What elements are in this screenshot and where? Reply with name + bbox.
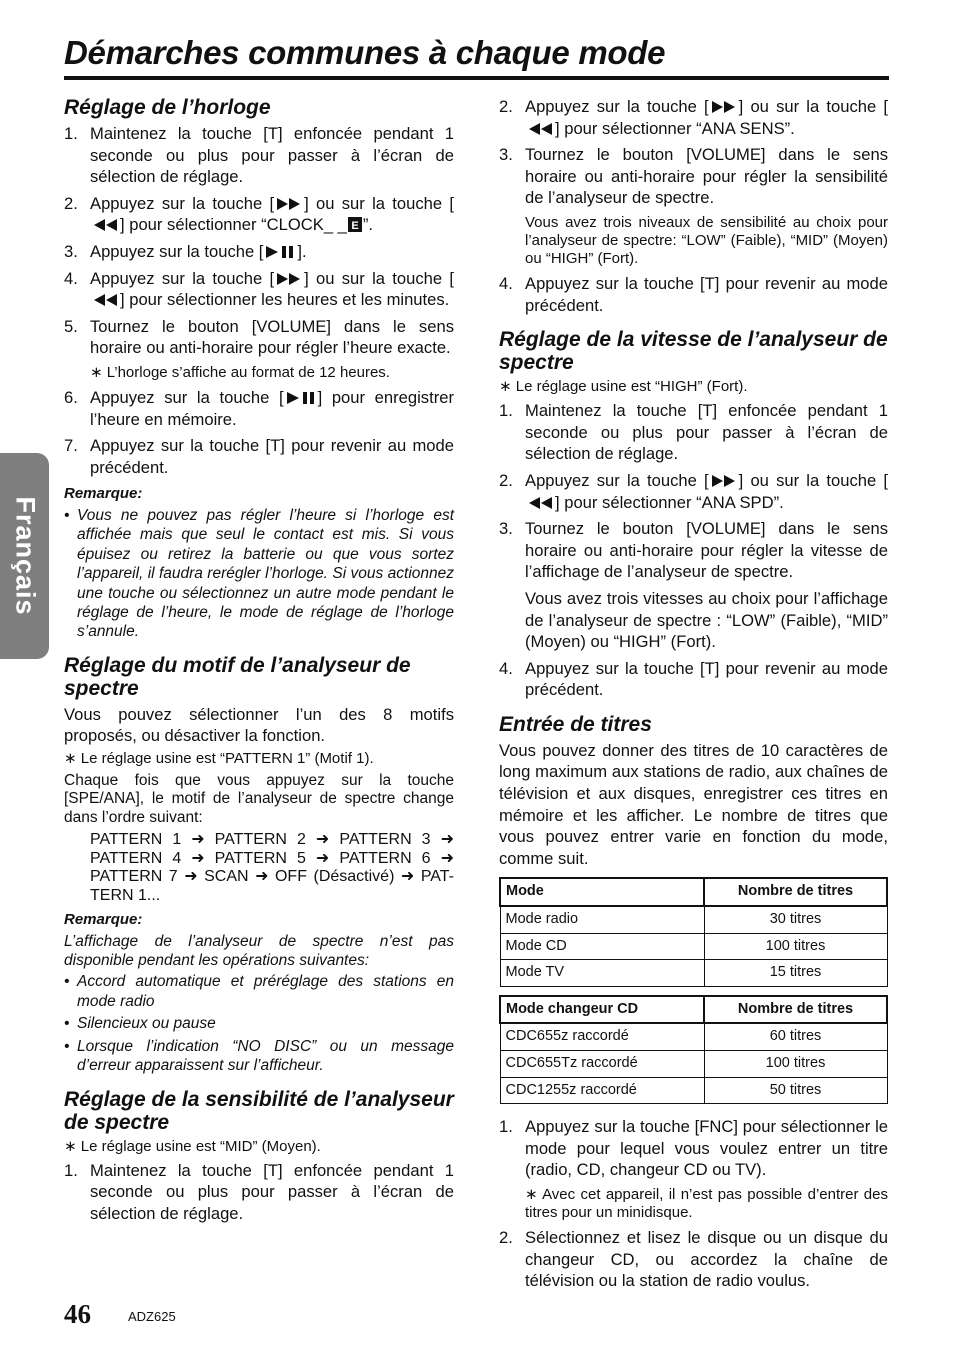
svg-text:E: E (351, 220, 359, 233)
language-tab-label: Français (10, 496, 40, 616)
list-item: 2. Appuyez sur la touche [ ] ou sur la touche [] pour sélectionner “ANA SENS”. (499, 97, 888, 138)
rewind-icon (526, 496, 554, 510)
list-item: 3. Tournez le bouton [VOLUME] dans le sens horaire ou anti-horaire pour régler la vitesse de l’affichage de l’analyseur de spectre. Vous avez trois vitesses au choix pour l’affichage de l’analyseur de spectre : “LOW” (Faible), “MID” (Moyen) ou “HIGH” (Fort). (499, 519, 888, 652)
motif-remark-list (64, 972, 454, 1075)
table-row: CDC1255z raccordé 50 titres (500, 1077, 887, 1104)
pattern-sequence: PATTERN 1 ➜ PATTERN 2 ➜ PATTERN 3 ➜ PATTERN 4 ➜ PATTERN 5 ➜ PATTERN 6 ➜ PATTERN 7 ➜ SCAN ➜ OFF (Désactivé) ➜ PAT-TERN 1... (90, 831, 454, 904)
table-header: Mode (500, 878, 704, 906)
fast-forward-icon (710, 474, 738, 488)
table-row: CDC655z raccordé 60 titres (500, 1023, 887, 1050)
note: ∗ Avec cet appareil, il n’est pas possible d’entrer des titres pour un minidisque. (525, 1185, 888, 1221)
fast-forward-icon (275, 197, 303, 211)
vitesse-steps (499, 400, 888, 701)
list-item: 1. Maintenez la touche [T] enfoncée pendant 1 seconde ou plus pour passer à l’écran de sélection de réglage. (499, 401, 888, 464)
list-item: • Silencieux ou pause (64, 1014, 454, 1033)
page-title: Démarches communes à chaque mode (64, 34, 666, 71)
list-item: 2. Appuyez sur la touche [ ] ou sur la touche [] pour sélectionner “ANA SPD”. (499, 470, 888, 512)
note: ∗ L’horloge s’affiche au format de 12 heures. (90, 363, 390, 381)
horloge-remark (64, 506, 454, 642)
section-heading-titres: Entrée de titres (499, 712, 652, 736)
play-pause-icon (285, 391, 317, 405)
rewind-icon (526, 122, 554, 136)
page-number: 46 (64, 1299, 91, 1329)
list-item: 3. Tournez le bouton [VOLUME] dans le sens horaire ou anti-horaire pour régler la sensibilité de l’analyseur de spectre. Vous avez trois niveaux de sensibilité au choix pour l’analyseur de spectre: “LOW” (Faible), “MID” (Moyen) ou “HIGH” (Fort). (499, 145, 888, 267)
horloge-steps (64, 123, 454, 478)
sensibilite-steps-right (499, 96, 888, 316)
list-item: • Accord automatique et préréglage des stations en mode radio (64, 972, 454, 1011)
list-item: 5. Tournez le bouton [VOLUME] dans le sens horaire ou anti-horaire pour régler l’heure exacte. ∗ L’horloge s’affiche au format de 12 heures. (64, 316, 454, 381)
list-item: 6. Appuyez sur la touche [ ] pour enregistrer l’heure en mémoire. (64, 387, 454, 429)
changer-table (499, 995, 888, 1104)
note: ∗ Le réglage usine est “MID” (Moyen). (64, 1137, 321, 1155)
paragraph: Chaque fois que vous appuyez sur la touche [SPE/ANA], le motif de l’analyseur de spectre change dans l’ordre suivant: (64, 771, 454, 826)
play-pause-icon (264, 245, 296, 259)
e-box-icon (348, 217, 362, 232)
list-item: 1. Maintenez la touche [T] enfoncée pendant 1 seconde ou plus pour passer à l’écran de sélection de réglage. (64, 124, 454, 187)
list-item: • Lorsque l’indication “NO DISC” ou un message d’erreur apparaissent sur l’afficheur. (64, 1037, 454, 1076)
list-item: 1. Maintenez la touche [T] enfoncée pendant 1 seconde ou plus pour passer à l’écran de sélection de réglage. (64, 1160, 454, 1223)
titres-steps (499, 1116, 888, 1292)
remark-title: Remarque: (64, 911, 143, 929)
modes-table (499, 877, 888, 986)
paragraph: L’affichage de l’analyseur de spectre n’est pas disponible pendant les opérations suivantes: (64, 932, 454, 970)
note: Vous avez trois niveaux de sensibilité au choix pour l’analyseur de spectre: “LOW” (Faible), “MID” (Moyen) ou “HIGH” (Fort). (525, 213, 888, 267)
note: ∗ Le réglage usine est “PATTERN 1” (Motif 1). (64, 749, 374, 767)
note: ∗ Le réglage usine est “HIGH” (Fort). (499, 378, 748, 396)
remark-title: Remarque: (64, 485, 143, 503)
table-header-row (500, 878, 887, 906)
fast-forward-icon (710, 100, 738, 114)
list-item: • Vous ne pouvez pas régler l’heure si l’horloge est affichée mais que seul le contact est mis. Si vous épuisez ou retirez la batterie ou que vous sortez l’appareil, il faudra rerégler l’horloge. Si vous actionnez une touche ou sélectionnez un autre mode pendant le réglage de l’heure, le mode de réglage de l’horloge s’annule. (64, 506, 454, 642)
note: Vous avez trois vitesses au choix pour l’affichage de l’analyseur de spectre : “LOW” (Faible), “MID” (Moyen) ou “HIGH” (Fort). (525, 588, 888, 652)
model-code: ADZ625 (128, 1309, 176, 1324)
sensibilite-steps-left (64, 1160, 454, 1225)
section-heading-sensibilite: Réglage de la sensibilité de l’analyseur de spectre (64, 1087, 454, 1134)
list-item: 2. Appuyez sur la touche [ ] ou sur la touche [] pour sélectionner “CLOCK_ _ E ”. (64, 193, 454, 235)
title-rule (64, 76, 889, 80)
table-header: Nombre de titres (704, 996, 887, 1024)
section-heading-vitesse: Réglage de la vitesse de l’analyseur de spectre (499, 328, 888, 375)
paragraph: Vous pouvez donner des titres de 10 caractères de long maximum aux stations de radio, aux chaînes de télévision et aux disques, enregistrer ces titres en mémoire et les afficher. Le nombre de titres que vous pouvez entrer varie en fonction du mode, comme suit. (499, 740, 888, 868)
language-tab (0, 453, 49, 659)
left-column (64, 96, 454, 1229)
table-row: Mode TV 15 titres (500, 960, 887, 987)
table-row: CDC655Tz raccordé 100 titres (500, 1051, 887, 1078)
table-header: Mode changeur CD (500, 996, 704, 1024)
rewind-icon (91, 293, 119, 307)
paragraph: Vous pouvez sélectionner l’un des 8 motifs proposés, ou désactiver la fonction. (64, 704, 454, 746)
fast-forward-icon (275, 272, 303, 286)
table-row: Mode CD 100 titres (500, 933, 887, 960)
list-item: 4. Appuyez sur la touche [T] pour revenir au mode précédent. (499, 658, 888, 700)
list-item: 3. Appuyez sur la touche [ ]. (64, 241, 307, 261)
table-header-row (500, 996, 887, 1024)
list-item: 7. Appuyez sur la touche [T] pour revenir au mode précédent. (64, 436, 454, 477)
list-item: 2. Sélectionnez et lisez le disque ou un disque du changeur CD, ou accordez la chaîne de télévision ou la station de radio voulus. (499, 1227, 888, 1291)
list-item: 4. Appuyez sur la touche [ ] ou sur la touche [] pour sélectionner les heures et les minutes. (64, 268, 454, 310)
list-item: 1. Appuyez sur la touche [FNC] pour sélectionner le mode pour lequel vous voulez entrer un titre (radio, CD, changeur CD ou TV). ∗ Avec cet appareil, il n’est pas possible d’entrer des titres pour un minidisque. (499, 1117, 888, 1221)
right-column (499, 96, 888, 1297)
rewind-icon (91, 218, 119, 232)
list-item: 4. Appuyez sur la touche [T] pour revenir au mode précédent. (499, 273, 888, 315)
section-heading-motif: Réglage du motif de l’analyseur de spectre (64, 653, 411, 700)
section-heading-horloge: Réglage de l’horloge (64, 96, 271, 119)
table-header: Nombre de titres (704, 878, 887, 906)
table-row: Mode radio 30 titres (500, 906, 887, 933)
